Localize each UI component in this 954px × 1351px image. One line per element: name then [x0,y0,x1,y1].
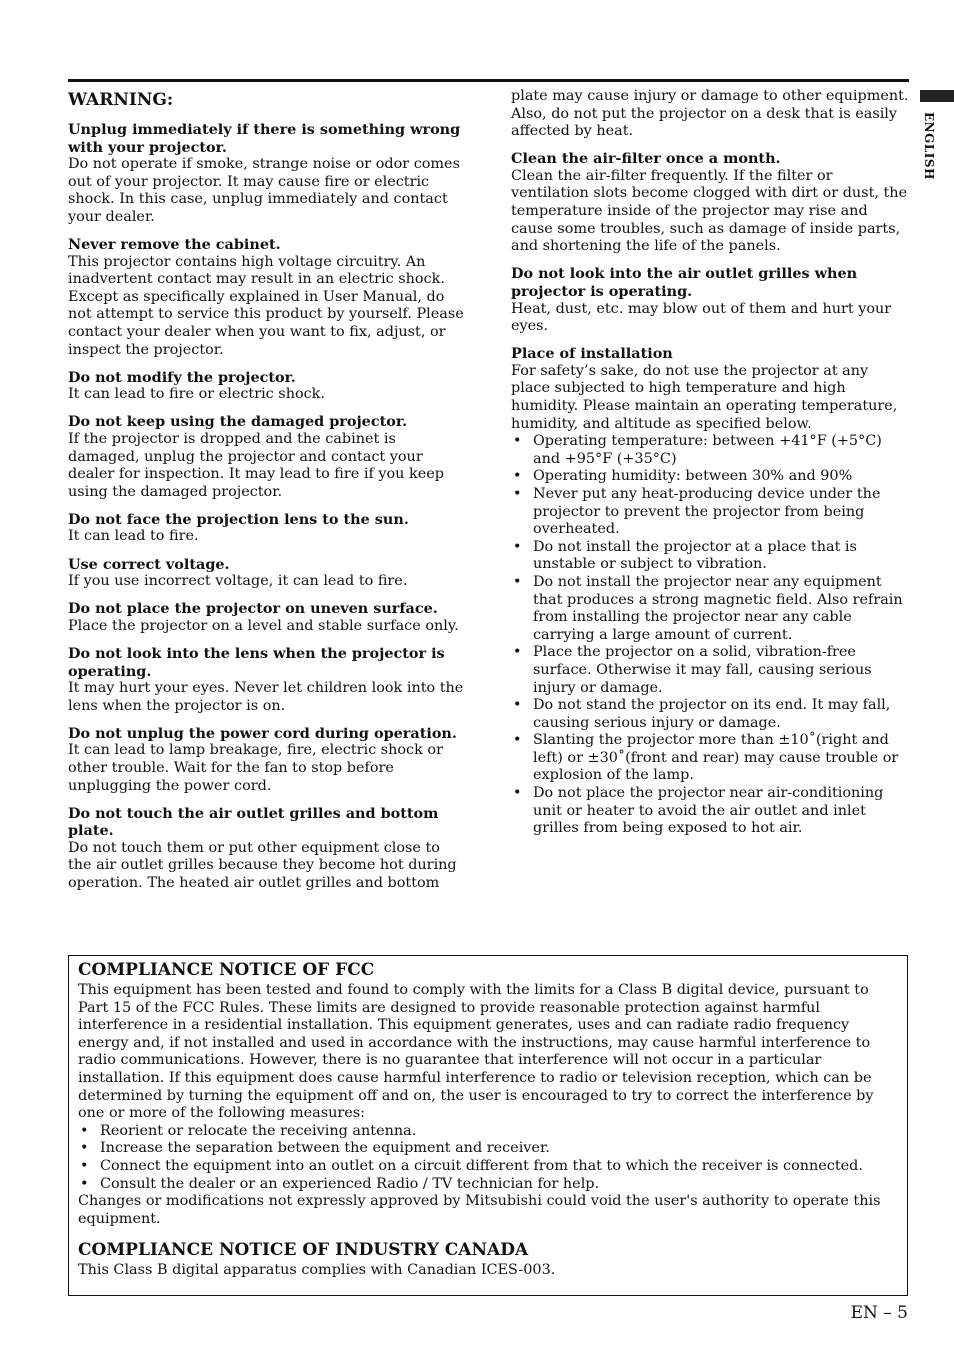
warning-continuation: plate may cause injury or damage to other equipment. Also, do not put the projector on a desk that is easily affected by heat. [511,88,909,140]
warning-item [68,413,468,501]
compliance-box [68,955,908,1296]
warning-heading: Do not look into the air outlet grilles when projector is operating. [511,265,858,300]
warning-item [68,369,468,404]
left-column [68,88,468,902]
fcc-body: This equipment has been tested and found to comply with the limits for a Class B digital device, pursuant to Part 15 of the FCC Rules. These limits are designed to provide reasonable protection against harmful interference in a residential installation. This equipment generates, uses and can radiate radio frequency energy and, if not installed and used in accordance with the instructions, may cause harmful interference to radio communications. However, there is no guarantee that interference will not occur in a particular installation. If this equipment does cause harmful interference to radio or television reception, which can be determined by turning the equipment off and on, the user is encouraged to try to correct the interference by one or more of the following measures: [78,982,874,1122]
bullet-item: • Connect the equipment into an outlet on a circuit different from that to which the receiver is connected. [78,1158,896,1176]
warning-heading: Never remove the cabinet. [68,236,281,254]
bullet-item: • Operating humidity: between 30% and 90% [511,468,909,486]
top-rule [68,79,909,82]
warning-body: Do not operate if smoke, strange noise or odor comes out of your projector. It may cause fire or electric shock. In this case, unplug immediately and contact your dealer. [68,156,460,225]
canada-title: COMPLIANCE NOTICE OF INDUSTRY CANADA [78,1240,529,1261]
warning-heading: Do not look into the lens when the projector is operating. [68,644,445,680]
bullet-item: • Reorient or relocate the receiving antenna. [78,1123,896,1141]
warning-item [68,645,468,715]
warning-item [68,725,468,795]
warning-body: Clean the air-filter frequently. If the filter or ventilation slots become clogged with dirt or dust, the temperature inside of the projector may rise and cause some troubles, such as damage of inside parts, and shortening the life of the panels. [511,167,908,255]
installation-body: For safety’s sake, do not use the projector at any place subjected to high temperature and high humidity. Please maintain an operating temperature, humidity, and altitude as specified below. [511,362,898,432]
right-column [511,88,909,847]
warning-body: It can lead to fire or electric shock. [68,386,325,403]
warning-heading: Do not touch the air outlet grilles and bottom plate. [68,804,439,840]
fcc-footer: Changes or modifications not expressly approved by Mitsubishi could void the user's authority to operate this equipment. [78,1193,881,1227]
warning-heading: Do not place the projector on uneven surface. [68,600,438,618]
warning-heading: Unplug immediately if there is something wrong with your projector. [68,121,461,156]
canada-body: This Class B digital apparatus complies with Canadian ICES-003. [78,1262,556,1279]
warning-list-right [511,150,909,335]
page-number: EN – 5 [850,1303,908,1323]
warning-title: WARNING: [68,90,174,110]
warning-body: It may hurt your eyes. Never let children look into the lens when the projector is on. [68,680,464,714]
installation-bullets [511,433,909,838]
fcc-title: COMPLIANCE NOTICE OF FCC [78,960,375,980]
installation-section [511,345,909,838]
warning-item [68,805,468,893]
warning-body: This projector contains high voltage circuitry. An inadvertent contact may result in an electric shock. Except as specifically explained in User Manual, do not attempt to service this product by yourself. Please contact your dealer when you want to fix, adjust, or inspect the projector. [68,253,464,358]
warning-body: Do not touch them or put other equipment close to the air outlet grilles because they become hot during operation. The heated air outlet grilles and bottom [68,839,457,892]
warning-body: Heat, dust, etc. may blow out of them and hurt your eyes. [511,300,892,335]
bullet-item: • Do not install the projector at a place that is unstable or subject to vibration. [511,539,909,574]
fcc-bullets [78,1123,896,1193]
warning-item [511,150,909,256]
warning-body: If the projector is dropped and the cabinet is damaged, unplug the projector and contact your dealer for inspection. It may lead to fire if you keep using the damaged projector. [68,431,444,500]
warning-heading: Do not modify the projector. [68,368,296,386]
language-tab: ENGLISH [922,112,936,180]
bullet-item: • Do not install the projector near any equipment that produces a strong magnetic field. Also refrain from installing the projector near any cable carrying a large amount of current. [511,574,909,644]
warning-heading: Clean the air-filter once a month. [511,150,781,168]
warning-item [68,600,468,635]
warning-item [68,236,468,359]
warning-body: It can lead to lamp breakage, fire, electric shock or other trouble. Wait for the fan to stop before unplugging the power cord. [68,742,443,794]
bullet-item: • Consult the dealer or an experienced Radio / TV technician for help. [78,1176,896,1194]
bullet-item: • Place the projector on a solid, vibration-free surface. Otherwise it may fall, causing serious injury or damage. [511,644,909,697]
bullet-item: • Operating temperature: between +41°F (+5°C) and +95°F (+35°C) [511,433,909,468]
bullet-item: • Increase the separation between the equipment and receiver. [78,1140,896,1158]
warning-item [68,511,468,546]
warning-heading: Do not face the projection lens to the sun. [68,510,409,528]
bullet-item: • Never put any heat-producing device under the projector to prevent the projector from being overheated. [511,486,909,539]
bullet-item: • Do not stand the projector on its end. It may fall, causing serious injury or damage. [511,697,909,732]
warning-body: Place the projector on a level and stable surface only. [68,617,459,634]
warning-item [68,556,468,591]
warning-item [511,265,909,335]
warning-heading: Use correct voltage. [68,555,230,573]
warning-body: It can lead to fire. [68,528,199,545]
warning-body: If you use incorrect voltage, it can lead to fire. [68,573,408,590]
warning-item [68,121,468,227]
side-tab-bar [920,90,954,102]
warning-heading: Do not unplug the power cord during operation. [68,724,457,742]
bullet-item: • Slanting the projector more than ±10˚(right and left) or ±30˚(front and rear) may cause trouble or explosion of the lamp. [511,732,909,785]
warning-list-left [68,121,468,893]
bullet-item: • Do not place the projector near air-conditioning unit or heater to avoid the air outlet and inlet grilles from being exposed to hot air. [511,785,909,838]
installation-heading: Place of installation [511,345,673,363]
warning-heading: Do not keep using the damaged projector. [68,413,408,431]
